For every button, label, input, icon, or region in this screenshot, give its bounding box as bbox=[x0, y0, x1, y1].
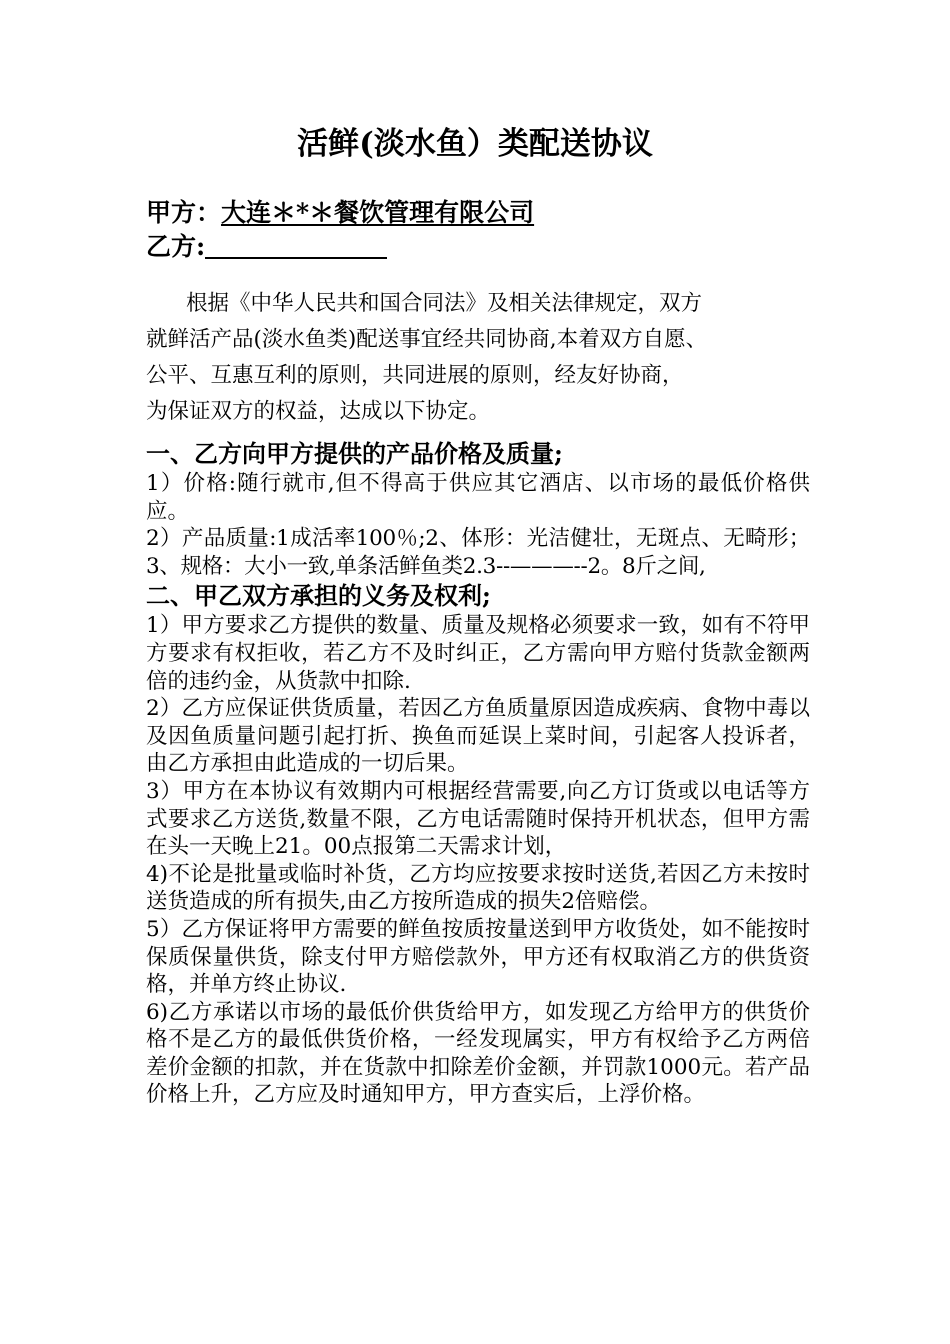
party-b-label: 乙方: bbox=[146, 232, 206, 261]
clause-2-4: 4)不论是批量或临时补货，乙方均应按要求按时送货,若因乙方未按时送货造成的所有损失,由乙方按所造成的损失2倍赔偿。 bbox=[146, 861, 810, 915]
party-a-name: 大连＊*＊餐饮管理有限公司 bbox=[221, 198, 535, 227]
section-heading-1: 一、乙方向甲方提供的产品价格及质量; bbox=[146, 439, 563, 468]
intro-paragraph bbox=[146, 286, 806, 430]
clause-2-5: 5）乙方保证将甲方需要的鲜鱼按质按量送到甲方收货处，如不能按时保质保量供货，除支付甲方赔偿款外，甲方还有权取消乙方的供货资格，并单方终止协议. bbox=[146, 916, 810, 998]
party-a-label: 甲方： bbox=[146, 198, 222, 227]
intro-line: 就鲜活产品(淡水鱼类)配送事宜经共同协商,本着双方自愿、 bbox=[146, 327, 708, 352]
intro-line: 根据《中华人民共和国合同法》及相关法律规定，双方 bbox=[186, 291, 703, 316]
party-b-line bbox=[146, 230, 387, 264]
document-title: 活鲜(淡水鱼）类配送协议 bbox=[297, 126, 653, 162]
party-b-blank-line bbox=[205, 233, 387, 259]
party-a-line bbox=[146, 196, 534, 230]
agreement-body bbox=[146, 438, 810, 1109]
clause-2-6: 6)乙方承诺以市场的最低价供货给甲方，如发现乙方给甲方的供货价格不是乙方的最低供货价格，一经发现属实，甲方有权给予乙方两倍差价金额的扣款，并在货款中扣除差价金额，并罚款1000元。若产品价格上升，乙方应及时通知甲方，甲方查实后，上浮价格。 bbox=[146, 999, 810, 1108]
clause-1-1: 1）价格:随行就市,但不得高于供应其它酒店、以市场的最低价格供应。 bbox=[146, 471, 810, 524]
clause-2-1: 1）甲方要求乙方提供的数量、质量及规格必须要求一致，如有不符甲方要求有权拒收，若乙方不及时纠正，乙方需向甲方赔付货款金额两倍的违约金，从货款中扣除. bbox=[146, 613, 810, 694]
clause-1-2: 2）产品质量:1成活率100％;2、体形：光洁健壮，无斑点、无畸形；3、规格：大小一致,单条活鲜鱼类2.3--———--2。8斤之间, bbox=[146, 526, 810, 579]
intro-line: 为保证双方的权益，达成以下协定。 bbox=[146, 399, 491, 424]
clause-2-2: 2）乙方应保证供货质量，若因乙方鱼质量原因造成疾病、食物中毒以及因鱼质量问题引起打折、换鱼而延误上菜时间，引起客人投诉者，由乙方承担由此造成的一切后果。 bbox=[146, 696, 810, 777]
section-heading-2: 二、甲乙双方承担的义务及权利; bbox=[146, 581, 491, 611]
clause-2-3: 3）甲方在本协议有效期内可根据经营需要,向乙方订货或以电话等方式要求乙方送货,数量不限，乙方电话需随时保持开机状态，但甲方需在头一天晚上21。00点报第二天需求计划， bbox=[146, 778, 810, 860]
intro-line: 公平、互惠互利的原则，共同进展的原则，经友好协商， bbox=[146, 363, 684, 388]
